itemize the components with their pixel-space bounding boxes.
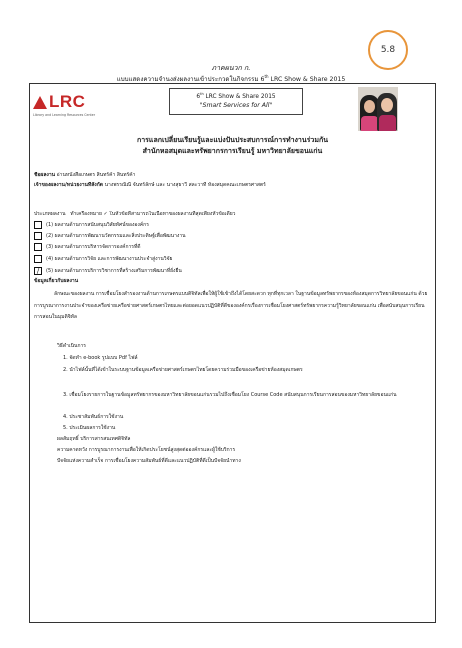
checkbox-icon[interactable] [34,232,42,240]
type-instruction: ทำเครื่องหมาย ✓ ในหัวข้อที่สามารถในเนื้อหาของผลงานที่สุดเพียงหัวข้อเดียว [70,211,236,217]
section-label: ข้อมูลเกี่ยวกับผลงาน [34,278,79,284]
option-row[interactable] [34,243,141,251]
form-title-prefix: แบบแสดงความจำนงส่งผลงานเข้าประกวดในกิจกรรม 6 [116,76,265,84]
option-row[interactable] [34,255,172,263]
step-item: 5. ประเมินผลการใช้งาน [63,425,116,431]
event-slogan: "Smart Services for All" [199,101,273,109]
type-label: ประเภทผลงาน [34,211,66,217]
logo-text: LRC [49,92,86,111]
option-label: (4) ผลงานด้านการวิจัย และการพัฒนางานประจำสู่งานวิจัย [46,256,173,262]
option-row[interactable] [34,232,186,240]
event-title [170,92,302,100]
logo-subtitle: Library and Learning Resources Center [33,113,96,117]
form-title-sup: th [264,74,269,79]
event-title-suffix: LRC Show & Share 2015 [203,93,276,100]
checkbox-icon[interactable] [34,221,42,229]
option-row[interactable] [34,267,182,275]
option-row[interactable] [34,221,149,229]
checkbox-checked-icon[interactable]: / [34,267,42,275]
author-photo [358,87,398,131]
step-item: 2. นำไฟล์นั้นที่ได้เข้าในระบบฐานข้อมูลเครือข่ายศาสตร์เกษตรไทยโดยความร่วมมือของเครือข่ายห้องสมุดเกษตร [63,367,303,373]
owner-value: นางพรรณิณี จันทร์ลักษ์ และ นางสุธาวี สละวาที ห้องสมุดคณะเกษตรศาสตร์ [104,182,266,188]
result-value: บริการสารสนเทศดิจิทัล [80,436,131,442]
event-box [169,88,303,115]
option-label: (5) ผลงานด้านการบริการวิชาการที่สร้างเสริมการพัฒนาที่ยั่งยืน [46,268,182,274]
page-number: 5.8 [380,45,396,55]
owner-line [34,182,429,188]
step-item: 3. เชื่อมโยงรายการในฐานข้อมูลทรัพยากรของมหาวิทยาลัยขอนแก่นรวมไปถึงเชื่อมโยง Course Code สนับสนุนการเรียนการสอนของมหาวิทยาลัยขอนแก่น [63,392,397,398]
event-title-prefix: 6 [196,93,201,100]
event-title-sup: th [200,92,204,96]
result-line [57,434,427,445]
option-label: (3) ผลงานด้านการบริหารจัดการองค์การที่ดี [46,244,141,250]
checkbox-icon[interactable] [34,255,42,263]
heading-office: สำนักหอสมุดและทรัพยากรการเรียนรู้ มหาวิทยาลัยขอนแก่น [142,147,323,155]
heading-exchange: การแลกเปลี่ยนเรียนรู้และแบ่งปันประสบการณ์การทำงานร่วมกัน [137,136,328,144]
logo-mark-icon [33,96,47,109]
checkbox-icon[interactable] [34,243,42,251]
type-line [34,211,429,217]
lrc-logo [33,92,109,132]
steps-title: วิธีดำเนินการ [57,343,86,349]
form-title-suffix: LRC Show & Share 2015 [268,76,346,84]
body-paragraph: ลักษณะของผลงาน การเชื่อมโยงสำรองงานด้านการเกษตรแบบดิจิทัลเพื่อให้ผู้ใช้เข้าถึงได้โดยสะดวก ทุกที่ทุกเวลา ในฐานข้อมูลทรัพยากรของห้องสมุดการวิทยาลัยขอนแก่น ด้วยการบูรณาการงานประจำของเครือข่ายเครือข่ายศาสตร์เกษตรไทยและต่อยอดแนวปฏิบัติที่ดีขององค์กรเรื่องการเชื่อมโยงศาสตร์ทรัพยากรความรู้วิทยาลัยขอนแก่น เพื่อสนับสนุนการเรียนการสอนในมุมดิจิทัล [34,291,428,320]
success-line: ปัจจัยแห่งความสำเร็จ การเชื่อมโยงความสัมพันธ์ที่ดีและแนวปฏิบัติที่ดีเป็นปัจจัยนำทาง [57,458,241,464]
owner-label: เจ้าของผลงาน/หน่วยงานที่สังกัด [34,182,103,188]
work-name-value: อ่านหนังสือเกษตร สินทร์ค้า สินทร์ค้า [56,172,136,178]
option-label: (1) ผลงานด้านการสนับสนุนวิสัยทัศน์ขององค์กร [46,222,149,228]
work-name-line [34,172,414,178]
option-label: (2) ผลงานด้านการพัฒนานวัตกรรมและสิ่งประดิษฐ์เพื่อพัฒนางาน [46,233,186,239]
work-name-label: ชื่อผลงาน [34,172,56,178]
step-item: 1. จัดทำ e-book รูปแบบ Pdf ไฟล์ [63,355,138,361]
benefit-line: ความคาดหวัง การบูรณาการงานเพื่อให้เกิดประโยชน์สูงสุดต่อองค์กรและผู้ใช้บริการ [57,447,236,453]
step-item: 4. ประชาสัมพันธ์การใช้งาน [63,414,124,420]
result-label: ผลสัมฤทธิ์ [57,436,79,442]
appendix-label: ภาคผนวก ก. [211,64,251,72]
